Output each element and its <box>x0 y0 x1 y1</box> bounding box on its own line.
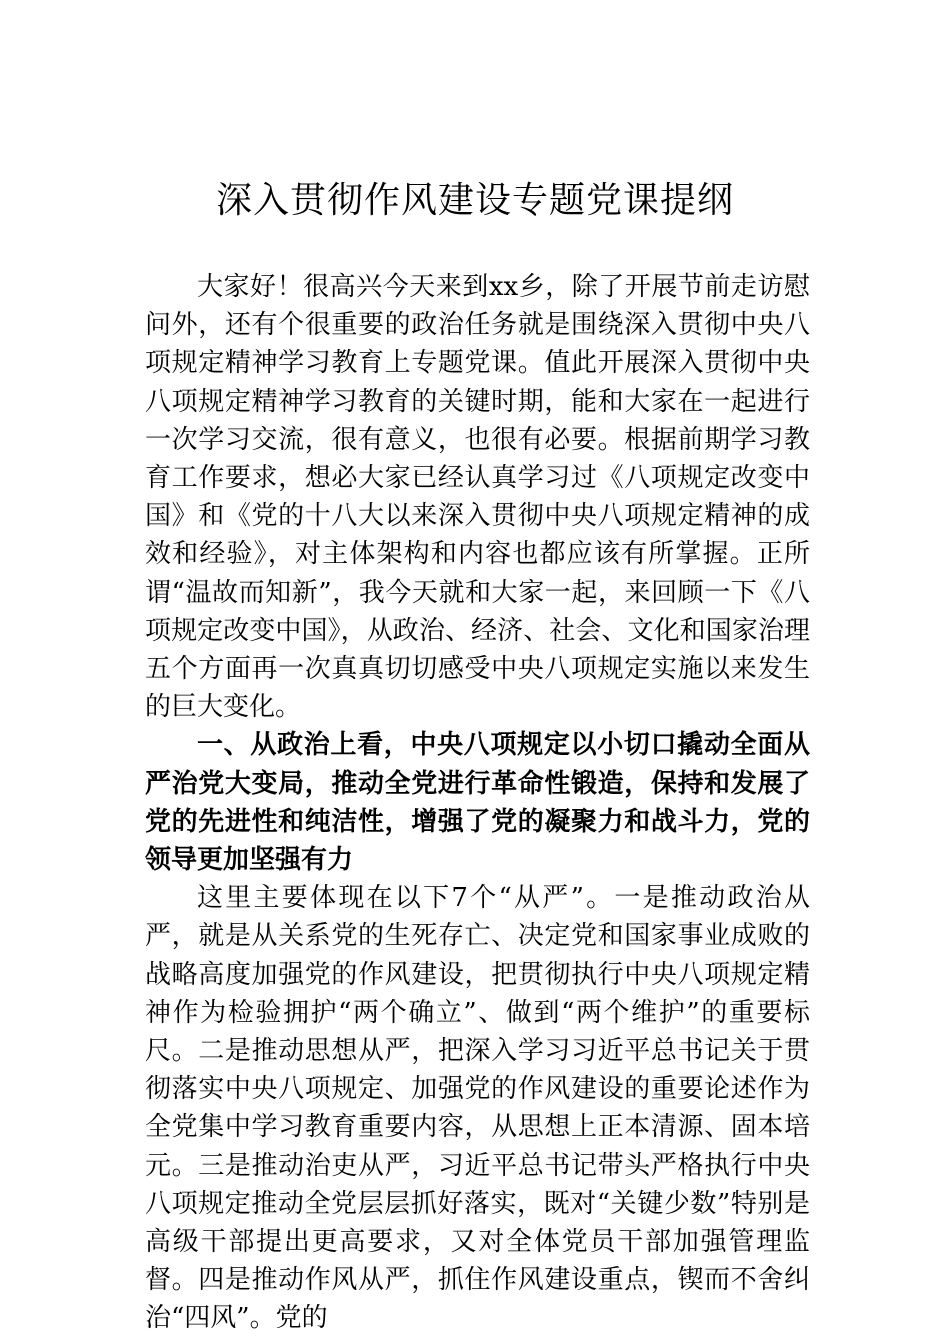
document-body <box>145 268 810 1338</box>
document-title: 深入贯彻作风建设专题党课提纲 <box>215 180 734 221</box>
paragraph-seven-strict: 这里主要体现在以下7个“从严”。一是推动政治从严，就是从关系党的生死存亡、决定党和国家事业成败的战略高度加强党的作风建设，把贯彻执行中央八项规定精神作为检验拥护“两个确立”、做到“两个维护”的重要标尺。二是推动思想从严，把深入学习习近平总书记关于贯彻落实中央八项规定、加强党的作风建设的重要论述作为全党集中学习教育重要内容，从思想上正本清源、固本培元。三是推动治吏从严，习近平总书记带头严格执行中央八项规定推动全党层层抓好落实，既对“关键少数”特别是高级干部提出更高要求，又对全体党员干部加强管理监督。四是推动作风从严，抓住作风建设重点，锲而不舍纠治“四风”。党的 <box>145 883 810 1334</box>
section-heading-politics: 一、从政治上看，中央八项规定以小切口撬动全面从严治党大变局，推动全党进行革命性锻造，保持和发展了党的先进性和纯洁性，增强了党的凝聚力和战斗力，党的领导更加坚强有力 <box>145 730 810 876</box>
paragraph-intro: 大家好！很高兴今天来到xx乡，除了开展节前走访慰问外，还有个很重要的政治任务就是围绕深入贯彻中央八项规定精神学习教育上专题党课。值此开展深入贯彻中央八项规定精神学习教育的关键时期，能和大家在一起进行一次学习交流，很有意义，也很有必要。根据前期学习教育工作要求，想必大家已经认真学习过《八项规定改变中国》和《党的十八大以来深入贯彻中央八项规定精神的成效和经验》，对主体架构和内容也都应该有所掌握。正所谓“温故而知新”，我今天就和大家一起，来回顾一下《八项规定改变中国》，从政治、经济、社会、文化和国家治理五个方面再一次真真切切感受中央八项规定实施以来发生的巨大变化。 <box>145 272 810 723</box>
